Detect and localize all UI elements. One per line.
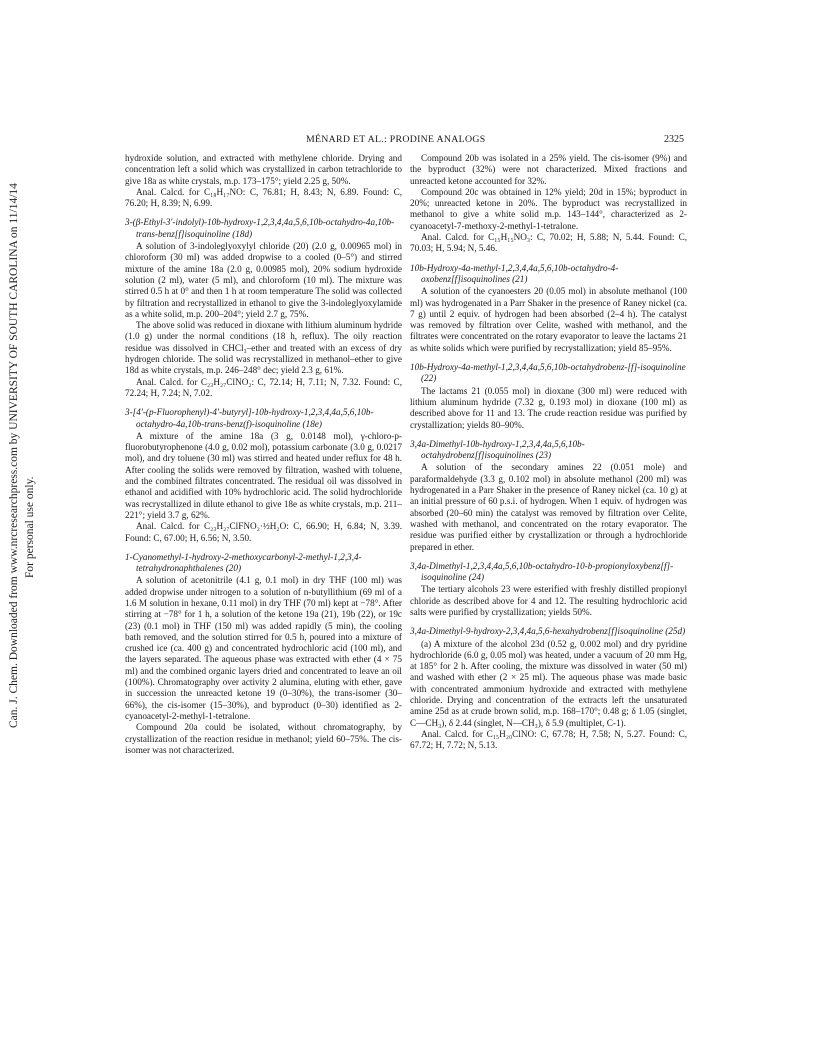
paragraph: A solution of acetonitrile (4.1 g, 0.1 mol) in dry THF (100 ml) was added dropwise under nitrogen to a solution of n-butyllithium (69 ml of a 1.6 M solution in hexane, 0.11 mol) in dry THF (70 ml) kept at −78°. After stirring at −78° for 1 h, a solution of the ketone 19a (21), 19b (22), or 19c (23) (0.1 mol) in THF (150 ml) was added rapidly (5 min), the cooling bath removed, and the solution stirred for 0.5 h, poured into a mixture of crushed ice (ca. 400 g) and concentrated hydrochloric acid (100 ml), and the layers separated. The aqueous phase was extracted with ether (4 × 75 ml) and the combined organic layers dried and concentrated to leave an oil (100%). Chromatography over activity 2 alumina, eluting with ether, gave in succession the unreacted ketone 19 (0–30%), the trans-isomer (30–66%), the cis-isomer (15–30%), and byproduct (0–30) identified as 2-cyanoacetyl-2-methyl-1-tetralone. [125, 575, 402, 721]
section-heading: 10b-Hydroxy-4a-methyl-1,2,3,4,4a,5,6,10b-octahydrobenz-[f]-isoquinoline (22) [410, 362, 686, 384]
paragraph: The above solid was reduced in dioxane with lithium aluminum hydride (1.0 g) under the normal conditions (18 h, reflux). The oily reaction residue was dissolved in CHCl₃–ether and treated with an excess of dry hydrogen chloride. The solid was recrystallized in methanol–ether to give 18d as white crystals, m.p. 246–248° dec; yield 2.3 g, 61%. [125, 320, 402, 376]
elemental-analysis: Anal. Calcd. for C₁₅H₁₅NO₃: C, 70.02; H, 5.88; N, 5.44. Found: C, 70.03; H, 5.94; N, 5.46. [410, 232, 687, 254]
left-column [125, 153, 402, 756]
download-watermark-sidebar [0, 0, 40, 1056]
paragraph: A solution of the secondary amines 22 (0.051 mole) and paraformaldehyde (3.3 g, 0.102 mol) in absolute methanol (200 ml) was hydrogenated in a Parr Shaker in the presence of Raney nickel (ca. 10 g) at an initial pressure of 60 p.s.i. of hydrogen. When 1 equiv. of hydrogen was absorbed (20–60 min) the catalyst was removed by filtration over Celite, washed with methanol, and concentrated on the rotary evaporator. The residue was purified either by crystallization or through a hydrochloride prepared in ether. [410, 462, 687, 552]
section-heading: 10b-Hydroxy-4a-methyl-1,2,3,4,4a,5,6,10b-octahydro-4-oxobenz[f]isoquinolines (21) [410, 262, 619, 284]
elemental-analysis: Anal. Calcd. for C₂₃H₂₇ClNO₂: C, 72.14; H, 7.11; N, 7.32. Found: C, 72.24; H, 7.24; N, 7.02. [125, 376, 402, 398]
paragraph: A mixture of the amine 18a (3 g, 0.0148 mol), γ-chloro-p-fluorobutyrophenone (4.0 g, 0.02 mol), potassium carbonate (3.0 g, 0.0217 mol), and dry toluene (30 ml) was stirred and heated under reflux for 48 h. After cooling the solids were removed by filtration, washed with toluene, and the combined filtrates concentrated. The residual oil was dissolved in ethanol and acidified with 10% hydrochloric acid. The solid hydrochloride was recrystallized in dilute ethanol to give 18e as white crystals, m.p. 211–221°; yield 3.7 g, 62%. [125, 430, 402, 520]
paragraph: Compound 20b was isolated in a 25% yield. The cis-isomer (9%) and the byproduct (32%) were not characterized. Mixed fractions and unreacted ketone accounted for 32%. [410, 153, 687, 186]
paragraph: A solution of the cyanoesters 20 (0.05 mol) in absolute methanol (100 ml) was hydrogenated in a Parr Shaker in the presence of Raney nickel (ca. 7 g) until 2 equiv. of hydrogen had been absorbed (2–4 h). The catalyst was removed by filtration over Celite, washed with methanol, and the filtrates were concentrated on the rotary evaporator to leave the lactams 21 as white solids which were purified by recrystallization; yield 85–95%. [410, 286, 687, 353]
watermark-line-2: For personal use only. [24, 476, 36, 578]
elemental-analysis: Anal. Calcd. for C₁₅H₂₀ClNO: C, 67.78; H, 7.58; N, 5.27. Found: C, 67.72; H, 7.72; N, 5.13. [410, 728, 687, 751]
section-heading: 3,4a-Dimethyl-10b-hydroxy-1,2,3,4,4a,5,6,10b-octahydrobenz[f]isoquinolines (23) [410, 438, 585, 461]
paragraph: A solution of 3-indoleglyoxylyl chloride (20) (2.0 g, 0.00965 mol) in chloroform (30 ml) was added dropwise to a cooled (0–5°) and stirred mixture of the amine 18a (2.0 g, 0.00985 mol), 20% sodium hydroxide solution (2 ml), water (5 ml), and chloroform (10 ml). The mixture was stirred 0.5 h at 0° and then 1 h at room temperature The solid was collected by filtration and recrystallized in ethanol to give the 3-indoleglyoxylamide as a white solid, m.p. 200–204°; yield 2.7 g, 75%. [125, 241, 402, 319]
paragraph: Compound 20c was obtained in 12% yield; 20d in 15%; byproduct in 20%; unreacted ketone in 20%. The byproduct was recrystallized in methanol to give a white solid m.p. 143–144°, characterized as 2-cyanoacetyl-7-methoxy-2-methyl-1-tetralone. [410, 186, 687, 231]
elemental-analysis: Anal. Calcd. for C₁₈H₁₇NO: C, 76.81; H, 8.43; N, 6.89. Found: C, 76.20; H, 8.39; N, 6.99. [125, 186, 402, 209]
download-watermark-text [6, 183, 38, 728]
paragraph: Compound 20a could be isolated, without chromatography, by crystallization of the reaction residue in methanol; yield 60–75%. The cis-isomer was not characterized. [125, 722, 402, 755]
right-column [410, 153, 687, 752]
page-number: 2325 [664, 134, 684, 145]
watermark-line-1: Can. J. Chem. Downloaded from www.nrcresearchpress.com by UNIVERSITY OF SOUTH CAROLINA on 11/14/14 [8, 183, 20, 728]
section-heading: 1-Cyanomethyl-1-hydroxy-2-methoxycarbonyl-2-methyl-1,2,3,4-tetrahydronaphthalenes (20) [125, 551, 362, 574]
section-heading: 3-[4′-(p-Fluorophenyl)-4′-butyryl]-10b-hydroxy-1,2,3,4,4a,5,6,10b-octahydro-4a,10b-trans-benz(f)-isoquinoline (18e) [125, 407, 374, 429]
running-head: MÉNARD ET AL.: PRODINE ANALOGS [306, 134, 486, 145]
paragraph: The lactams 21 (0.055 mol) in dioxane (300 ml) were reduced with lithium aluminum hydride (7.32 g, 0.193 mol) in dioxane (100 ml) as described above for 11 and 13. The crude reaction residue was purified by crystallization; yields 80–90%. [410, 385, 687, 430]
section-heading: 3,4a-Dimethyl-1,2,3,4,4a,5,6,10b-octahydro-10-b-propionyloxybenz[f]-isoquinoline (24) [410, 560, 674, 583]
paragraph: (a) A mixture of the alcohol 23d (0.52 g, 0.002 mol) and dry pyridine hydrochloride (6.0 g, 0.05 mol) was heated, under a vacuum of 20 mm Hg, at 185° for 2 h. After cooling, the mixture was dissolved in water (50 ml) and washed with ether (2 × 25 ml). The aqueous phase was made basic with concentrated ammonium hydroxide and extracted with methylene chloride. Drying and concentration of the extracts left the unsaturated amine 25d as at crude brown solid, m.p. 168–170°; 0.48 g; δ 1.05 (singlet, C—CH₃), δ 2.44 (singlet, N—CH₃), δ 5.9 (multiplet, C-1). [410, 638, 687, 728]
section-heading: 3-(β-Ethyl-3′-indolyl)-10b-hydroxy-1,2,3,4,4a,5,6,10b-octahydro-4a,10b-trans-benz[f]isoquinoline (18d) [125, 217, 395, 239]
section-heading: 3,4a-Dimethyl-9-hydroxy-2,3,4,4a,5,6-hexahydrobenz[f]isoquinoline (25d) [410, 626, 686, 637]
paragraph-continued: hydroxide solution, and extracted with methylene chloride. Drying and concentration left a solid which was crystallized in carbon tetrachloride to give 18a as white crystals, m.p. 173–175°; yield 2.25 g, 50%. [125, 153, 402, 186]
paragraph: The tertiary alcohols 23 were esterified with freshly distilled propionyl chloride as described above for 4 and 12. The resulting hydrochloric acid salts were purified by crystallization; yields 50%. [410, 584, 687, 617]
elemental-analysis: Anal. Calcd. for C₂₃H₂₇ClFNO₂·½H₂O: C, 66.90; H, 6.84; N, 3.39. Found: C, 67.00; H, 6.56; N, 3.50. [125, 521, 402, 543]
